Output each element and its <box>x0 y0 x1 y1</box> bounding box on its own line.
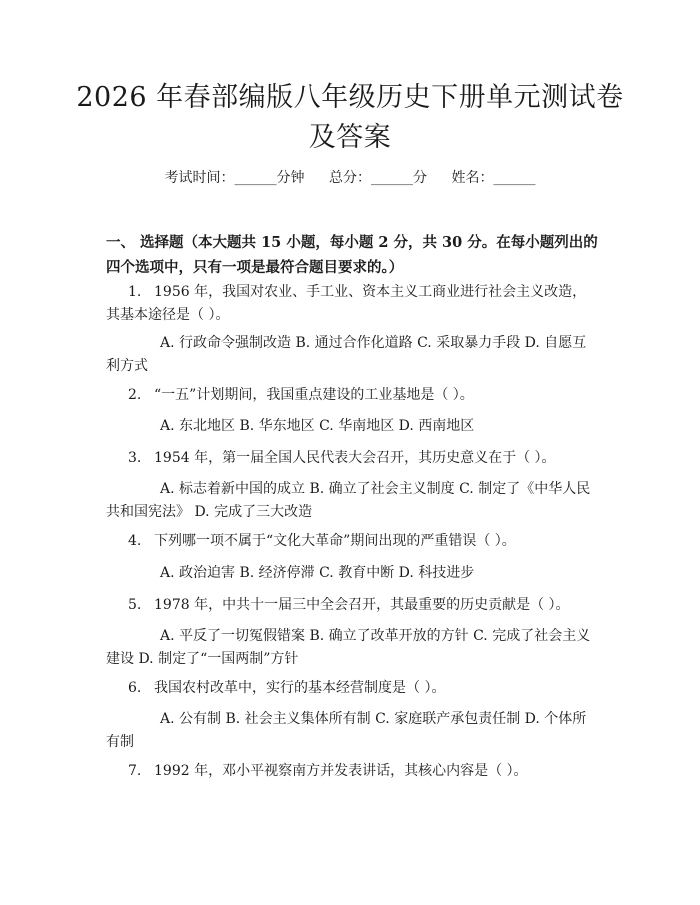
question-number: 3. <box>128 450 142 466</box>
question-number: 2. <box>128 387 142 403</box>
question-2 <box>106 384 596 407</box>
question-3-options: A. 标志着新中国的成立 B. 确立了社会主义制度 C. 制定了《中华人民共和国宪法》 D. 完成了三大改造 <box>106 481 591 520</box>
title-line-1: 2026 年春部编版八年级历史下册单元测试卷 <box>76 82 624 113</box>
question-text: 我国农村改革中，实行的基本经营制度是（ ）。 <box>154 680 446 696</box>
exam-title <box>60 78 640 158</box>
exam-time: 考试时间：______分钟 <box>164 170 305 186</box>
section-heading: 一、 选择题（本大题共 15 小题，每小题 2 分，共 30 分。在每小题列出的四个选项中，只有一项是最符合题目要求的。） <box>106 234 598 276</box>
question-number: 6. <box>128 680 142 696</box>
question-text: 1978 年，中共十一届三中全会召开，其最重要的历史贡献是（ ）。 <box>154 597 570 613</box>
question-number: 1. <box>128 284 142 300</box>
question-4-options: A. 政治迫害 B. 经济停滞 C. 教育中断 D. 科技进步 <box>160 565 475 581</box>
question-1 <box>106 281 596 327</box>
student-name: 姓名：______ <box>451 170 536 186</box>
question-4 <box>106 530 596 553</box>
question-text: 1992 年，邓小平视察南方并发表讲话，其核心内容是（ ）。 <box>154 763 528 779</box>
question-text: “一五”计划期间，我国重点建设的工业基地是（ ）。 <box>154 387 474 403</box>
question-text: 1954 年，第一届全国人民代表大会召开，其历史意义在于（ ）。 <box>154 450 556 466</box>
question-3 <box>106 447 596 470</box>
question-5-options: A. 平反了一切冤假错案 B. 确立了改革开放的方针 C. 完成了社会主义建设 D. 制定了“一国两制”方针 <box>106 628 591 667</box>
question-text: 1956 年，我国对农业、手工业、资本主义工商业进行社会主义改造，其基本途径是（ ）。 <box>106 284 587 323</box>
exam-meta <box>0 168 700 188</box>
question-7 <box>106 760 596 783</box>
title-line-2: 及答案 <box>308 122 392 153</box>
question-text: 下列哪一项不属于“文化大革命”期间出现的严重错误（ ）。 <box>154 533 516 549</box>
question-number: 7. <box>128 763 142 779</box>
question-1-options: A. 行政命令强制改造 B. 通过合作化道路 C. 采取暴力手段 D. 自愿互利方式 <box>106 335 587 374</box>
question-number: 4. <box>128 533 142 549</box>
question-6-options: A. 公有制 B. 社会主义集体所有制 C. 家庭联产承包责任制 D. 个体所有制 <box>106 711 587 750</box>
question-6 <box>106 677 596 700</box>
question-5 <box>106 594 596 617</box>
question-2-options: A. 东北地区 B. 华东地区 C. 华南地区 D. 西南地区 <box>160 418 475 434</box>
question-number: 5. <box>128 597 142 613</box>
exam-total-score: 总分：______分 <box>329 170 427 186</box>
